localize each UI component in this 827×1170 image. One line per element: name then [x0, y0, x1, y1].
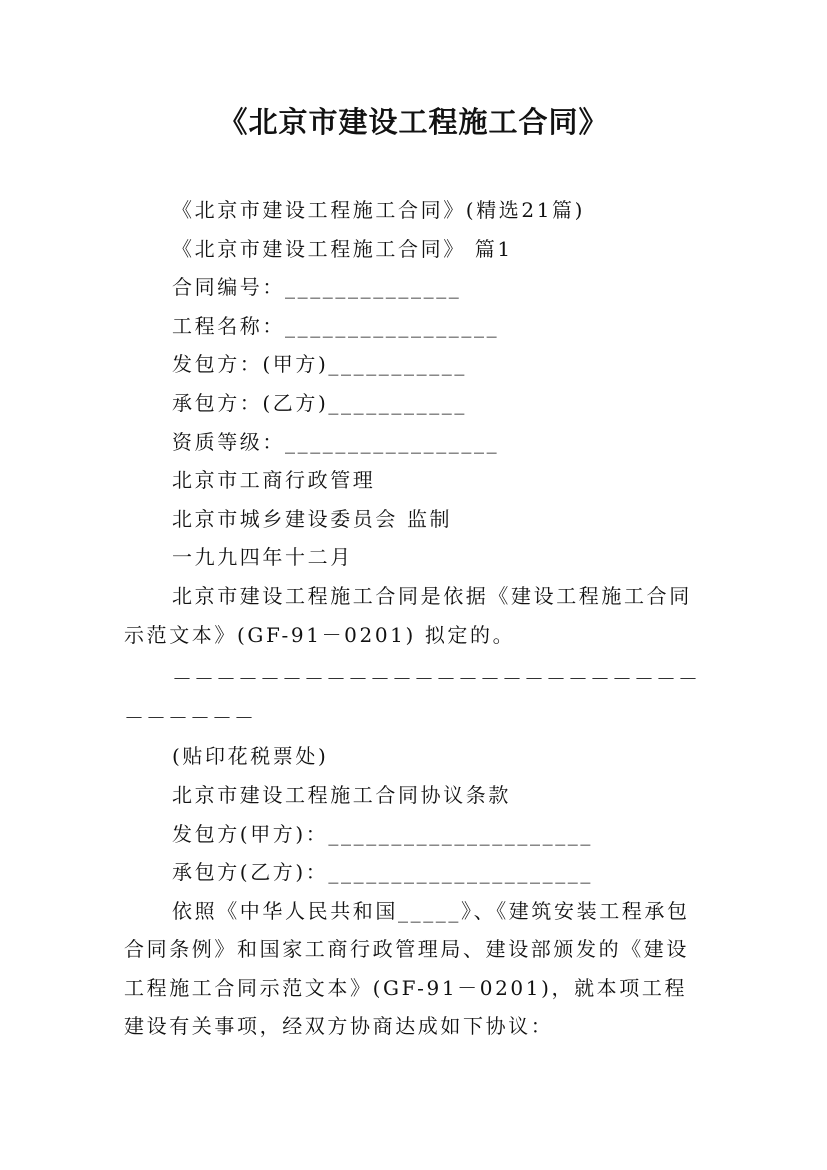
employer-field: 发包方：(甲方)___________: [172, 352, 468, 377]
stamp-place: (贴印花税票处): [172, 744, 329, 769]
contractor-field: 承包方：(乙方)___________: [172, 390, 468, 415]
separator-line: －－－－－－－－－－－－－－－－－－－－－－－－－－－－－－: [124, 667, 700, 730]
issuing-authority-2: 北京市城乡建设委员会 监制: [172, 506, 453, 531]
issue-date: 一九九四年十二月: [172, 545, 353, 570]
document-title: 《北京市建设工程施工合同》: [218, 105, 609, 139]
agreement-heading: 北京市建设工程施工合同协议条款: [172, 782, 511, 807]
employer-field-2: 发包方(甲方)：_____________________: [172, 821, 594, 846]
project-name-field: 工程名称：_________________: [172, 313, 500, 338]
document-body: [124, 191, 706, 1046]
qualification-field: 资质等级：_________________: [172, 429, 500, 454]
preamble-paragraph: 依照《中华人民共和国_____》、《建筑安装工程承包合同条例》和国家工商行政管理局、建设部颁发的《建设工程施工合同示范文本》(GF-91－0201)，就本项工程建设有关事项，经双方协商达成如下协议：: [124, 898, 690, 1039]
selection-note: 《北京市建设工程施工合同》(精选21篇): [172, 198, 586, 222]
basis-paragraph: 北京市建设工程施工合同是依据《建设工程施工合同示范文本》(GF-91－0201) 拟定的。: [124, 583, 692, 647]
contract-number-field: 合同编号：______________: [172, 275, 462, 300]
contractor-field-2: 承包方(乙方)：_____________________: [172, 860, 594, 885]
piece-heading: 《北京市建设工程施工合同》 篇1: [172, 236, 513, 261]
issuing-authority-1: 北京市工商行政管理: [172, 468, 376, 493]
